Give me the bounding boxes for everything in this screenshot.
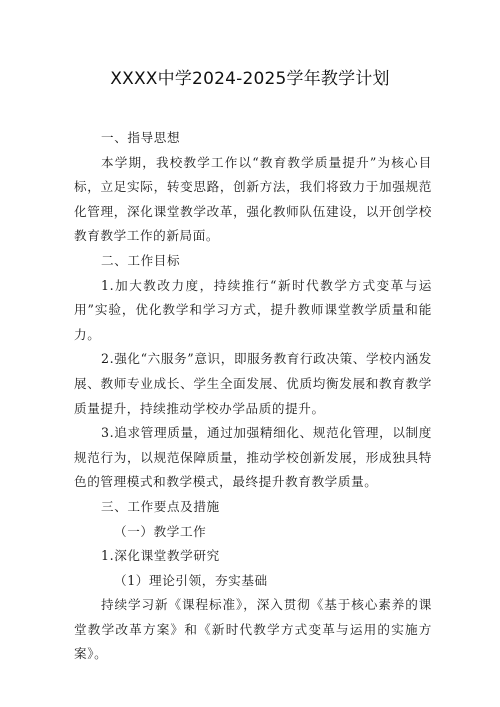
subsection-heading-teaching-work: （一）教学工作 (114, 523, 207, 539)
section-heading-work-goals: 二、工作目标 (101, 252, 181, 268)
section-heading-guiding-ideology: 一、指导思想 (101, 130, 181, 145)
item-subheading-theory: （1）理论引领，夯实基础 (114, 572, 268, 588)
goal-item-1: 1.加大教改力度，持续推行“新时代教学方式变革与运用”实验，优化教学和学习方式，提升教师课堂教学质量和能力。 (74, 277, 432, 342)
goal-item-2: 2.强化“六服务”意识，即服务教育行政决策、学校内涵发展、教师专业成长、学生全面发展、优质均衡发展和教育教学质量提升，持续推动学校办学品质的提升。 (74, 351, 432, 416)
document-title: XXXX中学2024-2025学年教学计划 (110, 69, 390, 89)
section-heading-key-points: 三、工作要点及措施 (101, 498, 220, 514)
document-body (74, 126, 432, 667)
paragraph-theory: 持续学习新《课程标准》，深入贯彻《基于核心素养的课堂教学改革方案》和《新时代教学方式变革与运用的实施方案》。 (74, 597, 432, 662)
item-heading-classroom-research: 1.深化课堂教学研究 (101, 548, 220, 564)
paragraph-guiding-ideology: 本学期，我校教学工作以“教育教学质量提升”为核心目标，立足实际，转变思路，创新方法，我们将致力于加强规范化管理，深化课堂教学改革，强化教师队伍建设，以开创学校教育教学工作的新局面。 (74, 154, 432, 244)
goal-item-3: 3.追求管理质量，通过加强精细化、规范化管理，以制度规范行为，以规范保障质量，推动学校创新发展，形成独具特色的管理模式和教学模式，最终提升教育教学质量。 (74, 425, 432, 490)
